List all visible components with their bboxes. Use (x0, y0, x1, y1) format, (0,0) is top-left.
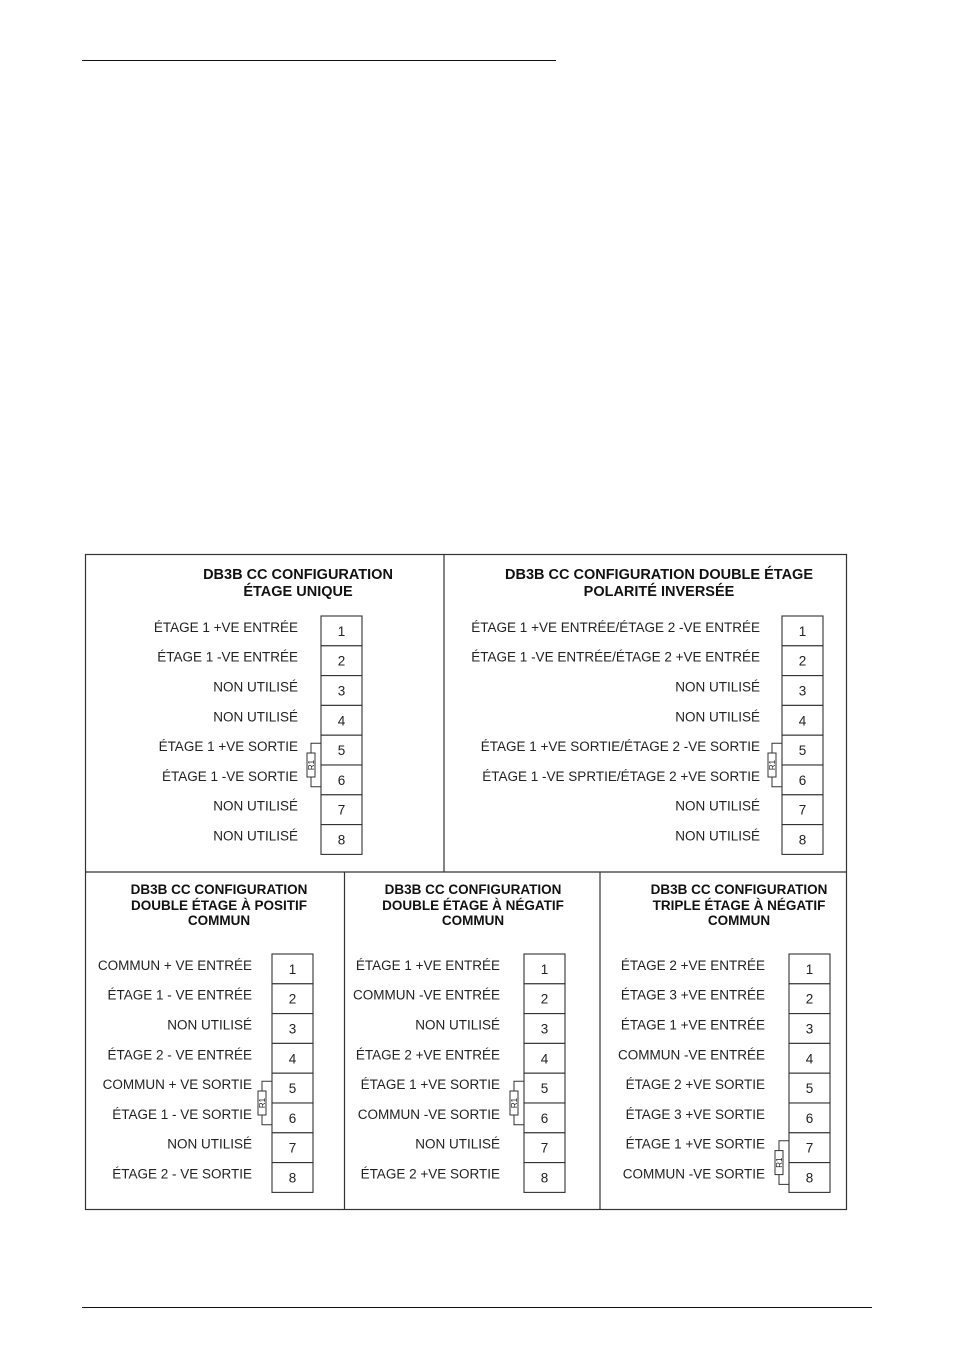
footer-rule (82, 1307, 872, 1308)
panel-title-line: ÉTAGE UNIQUE (243, 584, 353, 600)
pin-number: 3 (288, 1021, 297, 1037)
pin-number: 4 (288, 1051, 297, 1067)
pin-number: 6 (540, 1110, 549, 1126)
pinout-panel-2 (471, 566, 823, 854)
pin-number: 7 (288, 1140, 297, 1156)
pin-label: NON UTILISÉ (213, 679, 298, 695)
pin-number: 3 (798, 683, 807, 699)
resistor-label: R1 (307, 759, 316, 771)
pin-label: ÉTAGE 1 +VE SORTIE (360, 1077, 500, 1093)
pinout-panel-4 (353, 882, 565, 1192)
pin-label: ÉTAGE 1 -VE SPRTIE/ÉTAGE 2 +VE SORTIE (482, 768, 760, 784)
pin-label: NON UTILISÉ (675, 679, 760, 695)
resistor-label: R1 (768, 759, 777, 771)
pin-label: NON UTILISÉ (213, 828, 298, 844)
pin-number: 2 (805, 991, 814, 1007)
pin-label: ÉTAGE 1 +VE ENTRÉE/ÉTAGE 2 -VE ENTRÉE (471, 619, 760, 635)
panel-title-line: DB3B CC CONFIGURATION (203, 567, 393, 583)
pin-label: NON UTILISÉ (167, 1136, 252, 1152)
pin-number: 7 (798, 802, 807, 818)
pin-label: ÉTAGE 3 +VE ENTRÉE (620, 987, 765, 1003)
panel-title-line: TRIPLE ÉTAGE À NÉGATIF (652, 898, 826, 913)
resistor-label: R1 (510, 1097, 519, 1109)
panel-title-line: DB3B CC CONFIGURATION (650, 882, 828, 897)
pin-label: ÉTAGE 3 +VE SORTIE (625, 1106, 765, 1122)
pin-label: ÉTAGE 1 +VE SORTIE (625, 1136, 765, 1152)
panel-title-line: DOUBLE ÉTAGE À NÉGATIF (382, 898, 564, 913)
pinout-panel-5 (618, 882, 830, 1192)
pin-label: ÉTAGE 2 - VE ENTRÉE (107, 1047, 252, 1063)
pin-label: ÉTAGE 1 - VE SORTIE (112, 1106, 252, 1122)
pin-label: ÉTAGE 1 -VE ENTRÉE/ÉTAGE 2 +VE ENTRÉE (471, 649, 760, 665)
pin-number: 8 (337, 832, 346, 848)
pin-label: NON UTILISÉ (167, 1017, 252, 1033)
pin-label: ÉTAGE 1 -VE ENTRÉE (157, 649, 298, 665)
panel-title-line: COMMUN (707, 913, 771, 928)
pin-number: 4 (337, 713, 346, 729)
pin-label: NON UTILISÉ (213, 798, 298, 814)
pin-number: 5 (805, 1081, 814, 1097)
pin-number: 7 (805, 1140, 814, 1156)
pinout-panel-3 (98, 882, 313, 1192)
panel-title-line: COMMUN (187, 913, 251, 928)
pin-label: COMMUN -VE ENTRÉE (617, 1047, 765, 1063)
pin-label: ÉTAGE 1 - VE ENTRÉE (107, 987, 252, 1003)
pinout-panel-1 (154, 567, 393, 854)
pin-number: 3 (540, 1021, 549, 1037)
resistor-label: R1 (258, 1097, 267, 1109)
pin-number: 5 (798, 743, 807, 759)
pin-number: 5 (540, 1081, 549, 1097)
pin-number: 4 (798, 713, 807, 729)
pin-label: NON UTILISÉ (675, 798, 760, 814)
panel-title-line: DB3B CC CONFIGURATION DOUBLE ÉTAGE (505, 567, 813, 583)
pin-number: 2 (798, 653, 807, 669)
pin-label: NON UTILISÉ (675, 709, 760, 725)
pin-number: 6 (337, 772, 346, 788)
pin-number: 8 (540, 1170, 549, 1186)
pin-number: 7 (337, 802, 346, 818)
pin-label: NON UTILISÉ (213, 709, 298, 725)
pin-label: ÉTAGE 1 +VE SORTIE (158, 739, 298, 755)
pin-label: ÉTAGE 2 - VE SORTIE (112, 1166, 252, 1182)
pin-number: 1 (540, 961, 549, 977)
pin-number: 2 (288, 991, 297, 1007)
pin-number: 1 (805, 961, 814, 977)
panel-title-line: COMMUN (441, 913, 505, 928)
pin-number: 8 (805, 1170, 814, 1186)
pin-number: 1 (288, 961, 297, 977)
panel-title-line: POLARITÉ INVERSÉE (583, 584, 735, 600)
pin-number: 5 (288, 1081, 297, 1097)
pin-label: COMMUN -VE SORTIE (622, 1166, 765, 1182)
pin-number: 2 (540, 991, 549, 1007)
pin-label: COMMUN + VE ENTRÉE (97, 957, 252, 973)
pin-number: 5 (337, 743, 346, 759)
panel-title-line: DOUBLE ÉTAGE À POSITIF (130, 898, 308, 913)
pin-number: 6 (805, 1110, 814, 1126)
pin-number: 6 (288, 1110, 297, 1126)
pin-number: 3 (337, 683, 346, 699)
pin-number: 3 (805, 1021, 814, 1037)
panel-title-line: DB3B CC CONFIGURATION (130, 882, 308, 897)
pin-label: ÉTAGE 1 +VE SORTIE/ÉTAGE 2 -VE SORTIE (480, 739, 760, 755)
pin-label: ÉTAGE 1 -VE SORTIE (161, 768, 298, 784)
pin-label: NON UTILISÉ (415, 1017, 500, 1033)
pin-label: COMMUN -VE SORTIE (357, 1106, 500, 1122)
pin-number: 1 (798, 623, 807, 639)
pin-label: COMMUN -VE ENTRÉE (352, 987, 500, 1003)
pin-label: ÉTAGE 1 +VE ENTRÉE (620, 1017, 765, 1033)
pin-number: 8 (288, 1170, 297, 1186)
pin-label: ÉTAGE 1 +VE ENTRÉE (153, 619, 298, 635)
pin-number: 2 (337, 653, 346, 669)
pin-label: ÉTAGE 2 +VE ENTRÉE (355, 1047, 500, 1063)
pin-label: ÉTAGE 2 +VE SORTIE (625, 1077, 765, 1093)
pin-label: COMMUN + VE SORTIE (102, 1077, 252, 1093)
pin-label: NON UTILISÉ (415, 1136, 500, 1152)
resistor-label: R1 (775, 1157, 784, 1168)
pin-number: 6 (798, 772, 807, 788)
pin-label: ÉTAGE 2 +VE ENTRÉE (620, 957, 765, 973)
pin-number: 4 (540, 1051, 549, 1067)
pin-number: 4 (805, 1051, 814, 1067)
pin-number: 1 (337, 623, 346, 639)
pin-label: NON UTILISÉ (675, 828, 760, 844)
pin-number: 7 (540, 1140, 549, 1156)
pin-number: 8 (798, 832, 807, 848)
panel-title-line: DB3B CC CONFIGURATION (384, 882, 562, 897)
pin-label: ÉTAGE 2 +VE SORTIE (360, 1166, 500, 1182)
pin-label: ÉTAGE 1 +VE ENTRÉE (355, 957, 500, 973)
